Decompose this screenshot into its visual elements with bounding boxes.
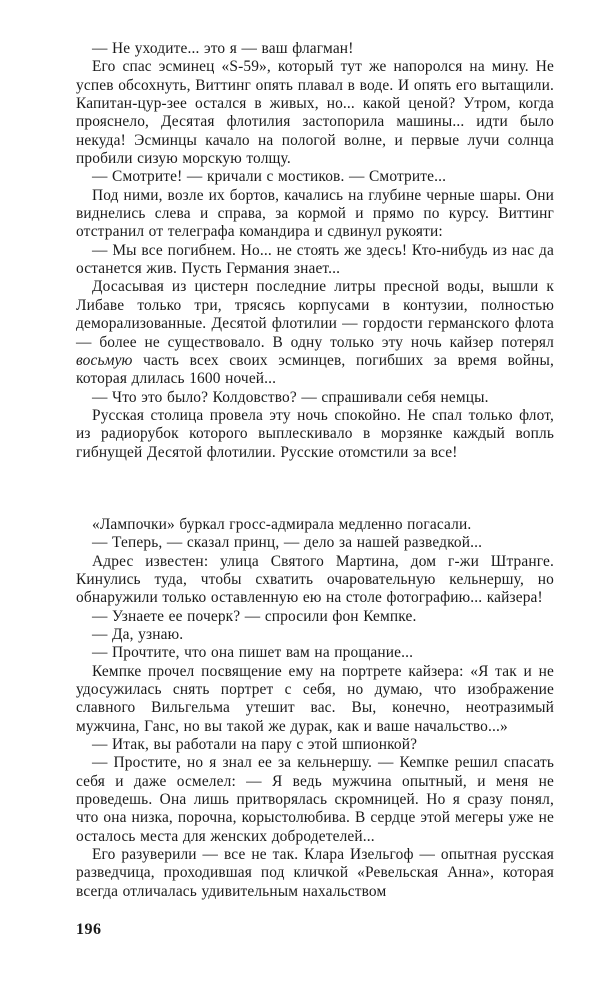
- page-number: 196: [76, 921, 102, 938]
- paragraph: — Да, узнаю.: [92, 625, 184, 643]
- paragraph: — Не уходите... это я — ваш флагман!: [92, 40, 354, 57]
- paragraph: — Узнаете ее почерк? — спросили фон Кемпке.: [92, 607, 417, 625]
- paragraph: «Лампочки» буркал гросс-адмирала медленно погасали.: [92, 515, 472, 533]
- paragraph: — Итак, вы работали на пару с этой шпионкой?: [92, 736, 418, 754]
- paragraph: Кемпке прочел посвящение ему на портрете кайзера: «Я так и не удосужилась снять портрет с себя, но думаю, что изображение славного Вильгельма утешит вас. Вы, конечно, неотразимый мужчина, Ганс, но вы такой же дурак, как и ваше начальство...»: [76, 662, 554, 735]
- paragraph: — Теперь, — сказал принц, — дело за нашей разведкой...: [92, 534, 483, 552]
- paragraph: Досасывая из цистерн последние литры пресной воды, вышли к Либаве только три, трясясь корпусами в контузии, полностью деморализованные. Десятой флотилии — гордости германского флота — более не существовало. В одну только эту ночь кайзер потерял восьмую часть всех своих эсминцев, погибших за время войны, которая длилась 1600 ночей...: [76, 278, 554, 388]
- paragraph: Русская столица провела эту ночь спокойно. Не спал только флот, из радиорубок которого выплескивало в морзянке каждый вопль гибнущей Десятой флотилии. Русские отомстили за все!: [76, 406, 554, 461]
- paragraph: Адрес известен: улица Святого Мартина, дом г-жи Штранге. Кинулись туда, чтобы схватить очаровательную кельнершу, но обнаружили только оставленную ею на столе фотографию... кайзера!: [76, 552, 554, 607]
- paragraph: Его разуверили — все не так. Клара Изельгоф — опытная русская разведчица, проходившая под кличкой «Ревельская Анна», которая всегда отличалась удивительным нахальством: [76, 846, 554, 900]
- paragraph: Его спас эсминец «S-59», который тут же напоролся на мину. Не успев обсохнуть, Виттинг опять плавал в воде. И опять его вытащили. Капитан-цур-зее остался в живых, но... какой ценой? Утром, когда прояснело, Десятая флотилия застопорила машины... идти было некуда! Эсминцы качало на пологой волне, и первые лучи солнца пробили сизую морскую толщу.: [76, 58, 554, 168]
- text-section-2: [76, 516, 554, 901]
- paragraph: — Смотрите! — кричали с мостиков. — Смотрите...: [92, 168, 447, 186]
- section-break: [76, 462, 554, 516]
- paragraph: — Простите, но я знал ее за кельнершу. — Кемпке решил спасать себя и даже осмелел: — Я ведь мужчина опытный, и меня не проведешь. Она лишь притворялась скромницей. Но я сразу понял, что она низка, порочна, корыстолюбива. В сердце этой мегеры уже не осталось места для женских добродетелей...: [76, 754, 554, 845]
- paragraph: — Что это было? Колдовство? — спрашивали себя немцы.: [92, 388, 489, 406]
- paragraph: — Мы все погибнем. Но... не стоять же здесь! Кто-нибудь из нас да останется жив. Пусть Германия знает...: [76, 241, 554, 278]
- emphasis: восьмую: [76, 351, 133, 369]
- paragraph: — Прочтите, что она пишет вам на прощание...: [92, 644, 414, 662]
- paragraph: Под ними, возле их бортов, качались на глубине черные шары. Они виднелись слева и справа, за кормой и прямо по курсу. Виттинг отстранил от телеграфа командира и сдвинул рукояти:: [76, 186, 554, 241]
- page-body: [76, 40, 554, 901]
- text-section-1: [76, 40, 554, 462]
